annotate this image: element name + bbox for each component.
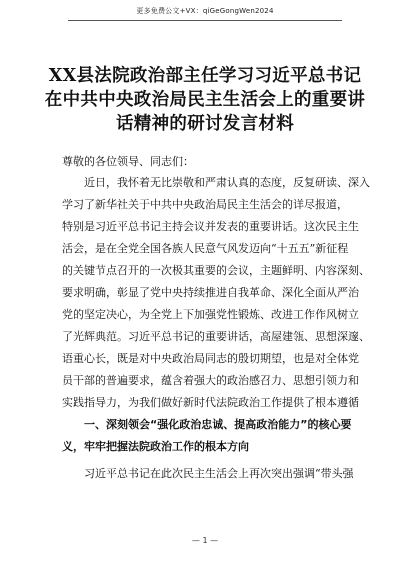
document-title <box>44 64 366 136</box>
paragraph-line: 活会，是在全党全国各族人民意气风发迈向“十五五”新征程 <box>62 242 349 255</box>
paragraph-line: 员干部的普遍要求，蕴含着强大的政治感召力、思想引领力和 <box>62 374 359 387</box>
header-watermark-note: 更多免费公文+VX：qiGeGongWen2024 <box>136 7 274 15</box>
title-line: 话精神的研讨发言材料 <box>116 114 294 134</box>
paragraph-line: 实践指导力，为我们做好新时代法院政治工作提供了根本遵循 <box>62 396 359 409</box>
paragraph-intro <box>62 172 370 414</box>
paragraph-line: 语重心长，既是对中央政治局同志的殷切期望，也是对全体党 <box>62 352 359 365</box>
paragraph-line: 学习了新华社关于中共中央政治局民主生活会的详尽报道， <box>62 198 348 211</box>
paragraph-section-1 <box>62 463 354 485</box>
heading-line: 一、深刻领会“强化政治忠诚、提高政治能力”的核心要 <box>62 418 352 431</box>
paragraph-line: 特别是习近平总书记主持会议并发表的重要讲话。这次民主生 <box>62 220 359 233</box>
paragraph-line: 党的坚定决心，为全党上下加强党性锻炼、改进工作作风树立 <box>62 308 359 321</box>
section-heading-1 <box>62 414 354 458</box>
paragraph-line: 了光辉典范。习近平总书记的重要讲话，高屋建瓴、思想深邃、 <box>62 330 370 343</box>
title-line: 在中共中央政治局民主生活会上的重要讲 <box>44 90 366 110</box>
heading-line: 义，牢牢把握法院政治工作的根本方向 <box>62 440 249 453</box>
paragraph-line: 近日，我怀着无比崇敬和严肃认真的态度，反复研读、深入 <box>62 176 370 189</box>
paragraph-line: 要求明确，彰显了党中央持续推进自我革命、深化全面从严治 <box>62 286 359 299</box>
header-divider <box>68 20 342 21</box>
greeting: 尊敬的各位领导、同志们： <box>62 155 194 168</box>
page-number: — 1 — <box>191 536 219 545</box>
paragraph-line: 习近平总书记在此次民主生活会上再次突出强调“带头强 <box>62 467 354 480</box>
paragraph-line: 的关键节点召开的一次极其重要的会议，主题鲜明、内容深刻、 <box>62 264 370 277</box>
title-line: XX县法院政治部主任学习习近平总书记 <box>48 66 362 86</box>
